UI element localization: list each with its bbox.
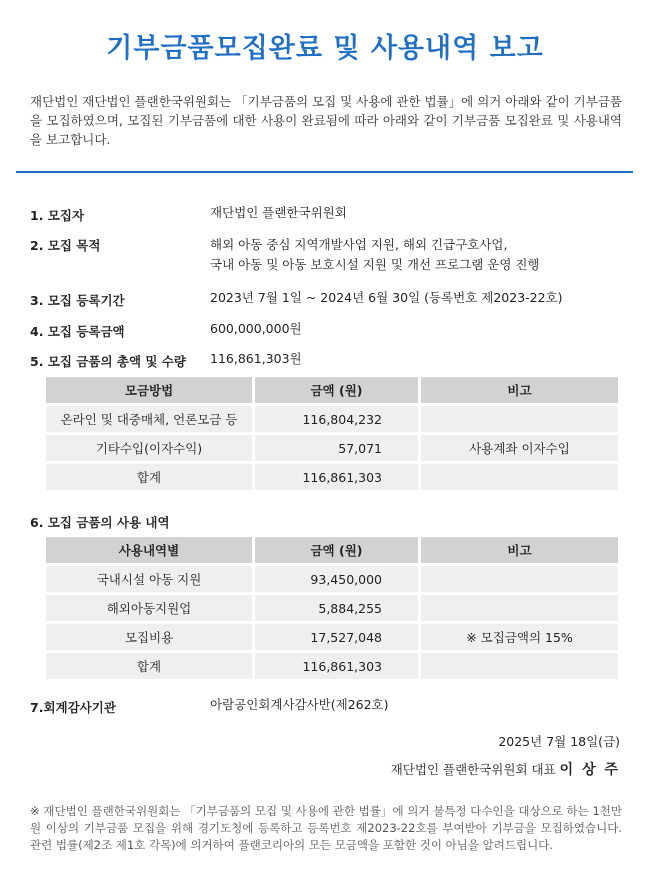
purpose-label: 2. 모집 목적 bbox=[30, 238, 101, 253]
table-cell: 기타수입(이자수익) bbox=[46, 435, 252, 461]
table-header: 금액 (원) bbox=[255, 537, 418, 563]
collector-label: 1. 모집자 bbox=[30, 208, 85, 223]
registered-amount-value: 600,000,000원 bbox=[210, 321, 302, 336]
usage-label: 6. 모집 금품의 사용 내역 bbox=[30, 515, 170, 530]
table-header-row bbox=[46, 537, 618, 563]
table-header: 비고 bbox=[421, 377, 618, 403]
total-value: 116,861,303원 bbox=[210, 351, 302, 366]
table-cell: 합계 bbox=[46, 464, 252, 490]
purpose-value bbox=[210, 235, 540, 275]
table-cell: 17,527,048 bbox=[255, 624, 418, 650]
auditor-value: 아람공인회계사감사반(제262호) bbox=[210, 697, 389, 712]
title-divider bbox=[16, 171, 633, 173]
table-cell: 해외아동지원업 bbox=[46, 595, 252, 621]
table-cell: 93,450,000 bbox=[255, 566, 418, 592]
intro-paragraph: 재단법인 재단법인 플랜한국위원회는 「기부금품의 모집 및 사용에 관한 법률」에 의거 아래와 같이 기부금품을 모집하였으며, 모집된 기부금품에 대한 사용이 완료됨에 따라 아래와 같이 기부금품 모집완료 및 사용내역을 보고합니다. bbox=[30, 94, 622, 147]
purpose-line-1: 해외 아동 중심 지역개발사업 지원, 해외 긴급구호사업, bbox=[210, 237, 508, 252]
footnote: ※ 재단법인 플랜한국위원회는 「기부금품의 모집 및 사용에 관한 법률」에 의거 불특정 다수인을 대상으로 하는 1천만원 이상의 기부금품 모집을 위해 경기도청에 등록하고 등록번호 제2023-22호를 부여받아 기부금을 모집하였습니다. 관련 법률(제2조 제1호 각목)에 의거하여 플랜코리아의 모든 모금액을 포함한 것이 아님을 알려드립니다. bbox=[30, 804, 622, 852]
purpose-line-2: 국내 아동 및 아동 보호시설 지원 및 개선 프로그램 운영 진행 bbox=[210, 257, 540, 272]
table-cell: 5,884,255 bbox=[255, 595, 418, 621]
table-row bbox=[46, 435, 618, 461]
table-cell: 국내시설 아동 지원 bbox=[46, 566, 252, 592]
auditor-label: 7.회계감사기관 bbox=[30, 700, 116, 715]
table-cell bbox=[421, 566, 618, 592]
collector-value: 재단법인 플랜한국위원회 bbox=[210, 205, 347, 220]
table-row bbox=[46, 624, 618, 650]
period-value: 2023년 7월 1일 ~ 2024년 6월 30일 (등록번호 제2023-22호) bbox=[210, 290, 563, 305]
table-row bbox=[46, 595, 618, 621]
report-date: 2025년 7월 18일(금) bbox=[498, 734, 620, 749]
registered-amount-label: 4. 모집 등록금액 bbox=[30, 324, 125, 339]
signature bbox=[391, 759, 620, 779]
table-row bbox=[46, 406, 618, 432]
table-cell bbox=[421, 406, 618, 432]
usage-table bbox=[43, 534, 621, 682]
table-row bbox=[46, 653, 618, 679]
table-cell: 사용계좌 이자수입 bbox=[421, 435, 618, 461]
table-header-row bbox=[46, 377, 618, 403]
table-cell: 116,861,303 bbox=[255, 653, 418, 679]
table-header: 모금방법 bbox=[46, 377, 252, 403]
total-label: 5. 모집 금품의 총액 및 수량 bbox=[30, 354, 186, 369]
table-cell: 57,071 bbox=[255, 435, 418, 461]
table-header: 금액 (원) bbox=[255, 377, 418, 403]
table-cell: 합계 bbox=[46, 653, 252, 679]
signature-org: 재단법인 플랜한국위원회 대표 bbox=[390, 762, 556, 777]
table-cell: 모집비용 bbox=[46, 624, 252, 650]
period-label: 3. 모집 등록기간 bbox=[30, 293, 125, 308]
collection-table bbox=[43, 374, 621, 493]
table-cell bbox=[421, 464, 618, 490]
table-row bbox=[46, 566, 618, 592]
table-header: 사용내역별 bbox=[46, 537, 252, 563]
table-cell bbox=[421, 653, 618, 679]
table-row bbox=[46, 464, 618, 490]
table-cell: ※ 모집금액의 15% bbox=[421, 624, 618, 650]
table-cell: 116,804,232 bbox=[255, 406, 418, 432]
page-title: 기부금품모집완료 및 사용내역 보고 bbox=[106, 33, 544, 64]
table-cell: 온라인 및 대중매체, 언론모금 등 bbox=[46, 406, 252, 432]
table-cell: 116,861,303 bbox=[255, 464, 418, 490]
table-header: 비고 bbox=[421, 537, 618, 563]
table-cell bbox=[421, 595, 618, 621]
signature-name: 이 상 주 bbox=[559, 762, 620, 778]
